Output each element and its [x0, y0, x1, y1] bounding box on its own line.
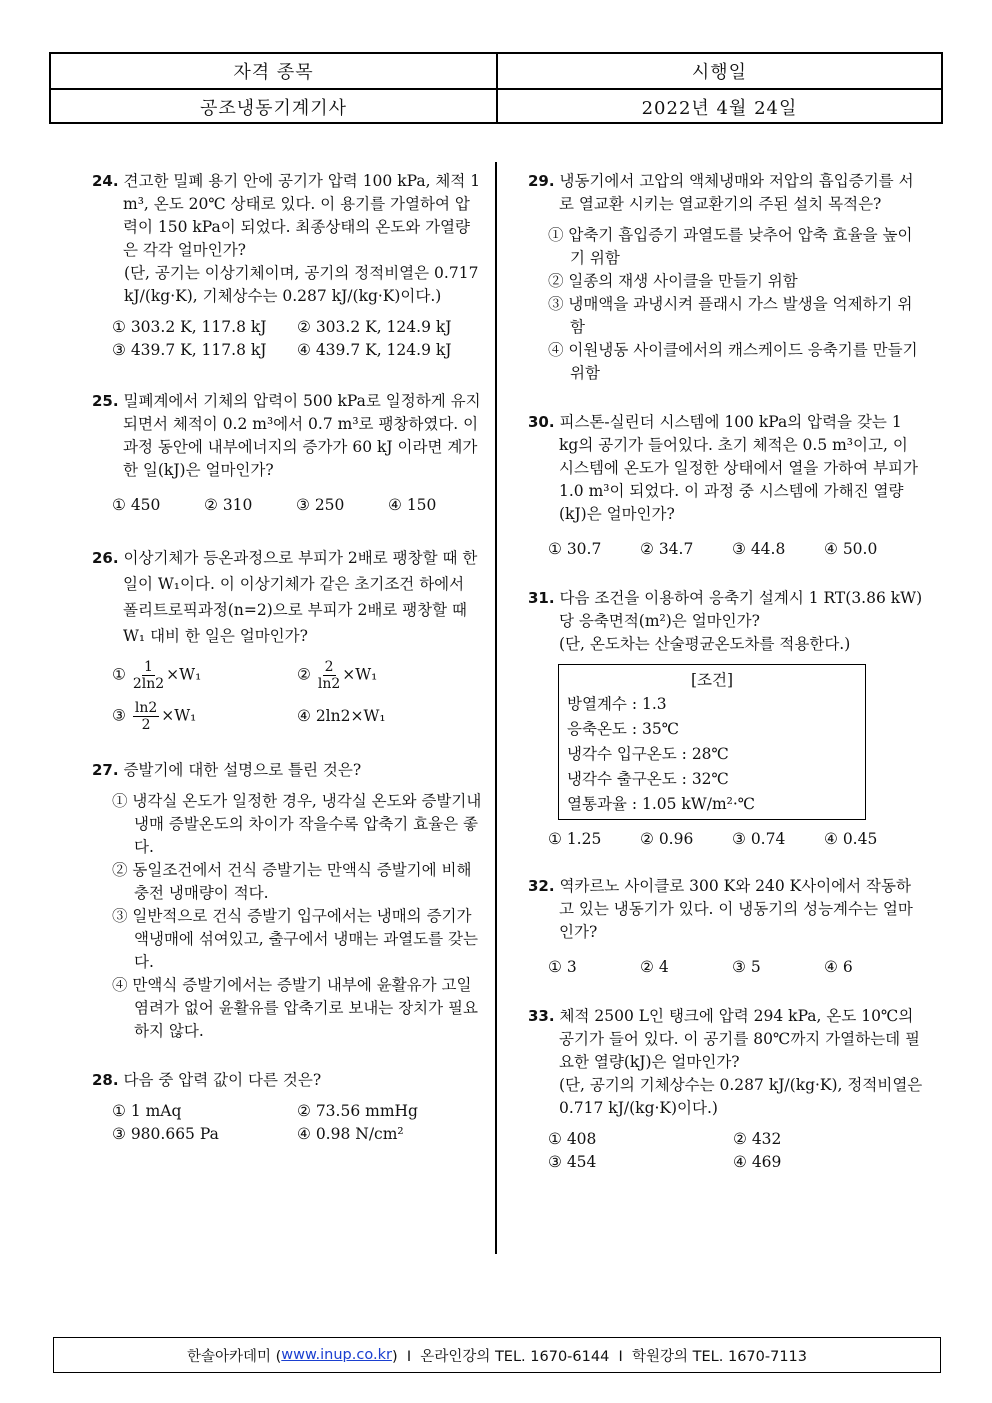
question-number: 32. — [528, 877, 555, 895]
question-stem: 역카르노 사이클로 300 K와 240 K사이에서 작동하고 있는 냉동기가 있다. 이 냉동기의 성능계수는 얼마인가? — [559, 877, 913, 941]
question-number: 27. — [92, 761, 119, 779]
question-27 — [92, 759, 482, 1043]
footer-contact: ) I 온라인강의 TEL. 1670-6144 I 학원강의 TEL. 1670-7113 — [391, 1348, 808, 1365]
header-exam-date: 2022년 4월 24일 — [496, 90, 941, 124]
option-4: ④ 만액식 증발기에서는 증발기 내부에 윤활유가 고일 염려가 없어 윤활유를 압축기로 보내는 장치가 필요하지 않다. — [112, 976, 478, 1040]
question-stem: 밀폐계에서 기체의 압력이 500 kPa로 일정하게 유지되면서 체적이 0.2 m³에서 0.7 m³로 팽창하였다. 이 과정 동안에 내부에너지의 증가가 60 kJ 이라면 계가 한 일(kJ)은 얼마인가? — [123, 392, 481, 479]
option-1: ① 408 — [548, 1130, 597, 1148]
option-3: ③ 439.7 K, 117.8 kJ — [112, 341, 267, 359]
option-3: ③ 냉매액을 과냉시켜 플래시 가스 발생을 억제하기 위함 — [548, 295, 913, 336]
denominator: 2 — [141, 717, 151, 733]
question-note: (단, 온도차는 산술평균온도차를 적용한다.) — [559, 635, 851, 653]
question-stem: 피스톤-실린더 시스템에 100 kPa의 압력을 갖는 1 kg의 공기가 들어있다. 초기 체적은 0.5 m³이고, 이 시스템에 온도가 일정한 상태에서 열을 가하여 부피가 1.0 m³이 되었다. 이 과정 중 시스템에 가해진 열량(kJ)은 얼마인가? — [559, 413, 918, 523]
option-mark: ② — [297, 665, 311, 684]
fraction — [133, 700, 159, 733]
option-4: ④ 50.0 — [824, 540, 878, 558]
question-number: 28. — [92, 1071, 119, 1089]
option-mark: ① — [112, 665, 126, 684]
option-3: ③ 5 — [732, 958, 761, 976]
footer-banner — [53, 1337, 941, 1373]
condition-item: 냉각수 입구온도 : 28℃ — [567, 745, 729, 763]
conditions-title: [조건] — [690, 671, 734, 689]
option-3: ③ 44.8 — [732, 540, 786, 558]
fraction — [133, 659, 164, 692]
denominator: 2ln2 — [132, 676, 165, 692]
question-stem: 냉동기에서 고압의 액체냉매와 저압의 흡입증기를 서로 열교환 시키는 열교환기의 주된 설치 목적은? — [559, 172, 914, 213]
question-32 — [528, 875, 923, 979]
option-2: ② 432 — [733, 1130, 782, 1148]
question-26 — [92, 545, 482, 733]
option-2: ② 동일조건에서 건식 증발기는 만액식 증발기에 비해 충전 냉매량이 적다. — [112, 861, 472, 902]
option-1 — [112, 659, 297, 692]
condition-item: 방열계수 : 1.3 — [567, 695, 667, 713]
question-number: 25. — [92, 392, 119, 410]
option-mark: ③ — [112, 706, 126, 725]
numerator: 1 — [144, 659, 153, 675]
option-4: ④ 0.45 — [824, 830, 878, 848]
option-tail: ×W₁ — [342, 665, 378, 684]
option-4: ④ 469 — [733, 1153, 782, 1171]
question-stem: 증발기에 대한 설명으로 틀린 것은? — [123, 761, 362, 779]
question-33 — [528, 1005, 923, 1174]
question-28 — [92, 1069, 482, 1146]
option-3 — [112, 700, 297, 733]
option-3: ③ 0.74 — [732, 830, 786, 848]
option-3: ③ 일반적으로 건식 증발기 입구에서는 냉매의 증기가 액냉매에 섞여있고, 출구에서 냉매는 과열도를 갖는다. — [112, 907, 478, 971]
option-3: ③ 980.665 Pa — [112, 1125, 219, 1143]
option-3: ③ 250 — [296, 496, 345, 514]
question-stem: 다음 조건을 이용하여 응축기 설계시 1 RT(3.86 kW)당 응축면적(m²)은 얼마인가? — [559, 589, 923, 630]
header-label-subject: 자격 종목 — [233, 62, 314, 83]
option-2: ② 310 — [204, 496, 253, 514]
option-1: ① 냉각실 온도가 일정한 경우, 냉각실 온도와 증발기내 냉매 증발온도의 차이가 작을수록 압축기 효율은 좋다. — [112, 792, 482, 856]
numerator: ln2 — [134, 700, 158, 716]
question-31 — [528, 587, 923, 851]
header-label-date: 시행일 — [496, 54, 941, 88]
option-tail: ×W₁ — [166, 665, 202, 684]
option-2: ② 73.56 mmHg — [297, 1102, 418, 1120]
option-4: ④ 2ln2×W₁ — [297, 707, 386, 725]
question-note: (단, 공기의 기체상수는 0.287 kJ/(kg·K), 정적비열은 0.717 kJ/(kg·K)이다.) — [559, 1076, 923, 1117]
question-stem: 이상기체가 등온과정으로 부피가 2배로 팽창할 때 한 일이 W₁이다. 이 이상기체가 같은 초기조건 하에서 폴리트로픽과정(n=2)으로 부피가 2배로 팽창할 때 W₁ 대비 한 일은 얼마인가? — [123, 549, 478, 645]
question-number: 31. — [528, 589, 555, 607]
option-2 — [297, 659, 487, 692]
option-tail: ×W₁ — [161, 706, 197, 725]
option-1: ① 303.2 K, 117.8 kJ — [112, 318, 267, 336]
question-24 — [92, 170, 482, 362]
condition-item: 응축온도 : 35℃ — [567, 720, 680, 738]
option-4: ④ 이원냉동 사이클에서의 캐스케이드 응축기를 만들기 위함 — [548, 341, 918, 382]
exam-header-table — [49, 52, 943, 124]
option-1: ① 1.25 — [548, 830, 602, 848]
condition-item: 열통과율 : 1.05 kW/m²·℃ — [567, 795, 756, 813]
column-divider — [495, 162, 497, 1254]
right-column — [528, 170, 923, 1174]
question-stem: 체적 2500 L인 탱크에 압력 294 kPa, 온도 10℃의 공기가 들어 있다. 이 공기를 80℃까지 가열하는데 필요한 열량(kJ)은 얼마인가? — [559, 1007, 920, 1071]
option-4: ④ 6 — [824, 958, 853, 976]
header-subject: 공조냉동기계기사 — [199, 98, 348, 119]
fraction — [318, 659, 340, 692]
option-2: ② 0.96 — [640, 830, 694, 848]
numerator: 2 — [324, 659, 334, 675]
option-2: ② 4 — [640, 958, 669, 976]
question-number: 29. — [528, 172, 555, 190]
question-number: 30. — [528, 413, 555, 431]
option-1: ① 압축기 흡입증기 과열도를 낮추어 압축 효율을 높이기 위함 — [548, 226, 913, 267]
question-stem: 다음 중 압력 값이 다른 것은? — [123, 1071, 322, 1089]
question-number: 24. — [92, 172, 119, 190]
option-2: ② 일종의 재생 사이클을 만들기 위함 — [548, 272, 798, 290]
condition-item: 냉각수 출구온도 : 32℃ — [567, 770, 729, 788]
footer-academy: 한솔아카데미 ( — [186, 1348, 282, 1365]
option-1: ① 3 — [548, 958, 577, 976]
question-29 — [528, 170, 923, 385]
option-2: ② 303.2 K, 124.9 kJ — [297, 318, 452, 336]
denominator: ln2 — [317, 676, 341, 692]
question-30 — [528, 411, 923, 561]
option-4: ④ 150 — [388, 496, 437, 514]
question-number: 26. — [92, 549, 119, 567]
question-stem: 견고한 밀폐 용기 안에 공기가 압력 100 kPa, 체적 1 m³, 온도 20℃ 상태로 있다. 이 용기를 가열하여 압력이 150 kPa이 되었다. 최종상태의 온도와 가열량은 각각 얼마인가? — [123, 172, 481, 259]
option-3: ③ 454 — [548, 1153, 597, 1171]
question-note: (단, 공기는 이상기체이며, 공기의 정적비열은 0.717 kJ/(kg·K), 기체상수는 0.287 kJ/(kg·K)이다.) — [124, 264, 479, 305]
option-4: ④ 0.98 N/cm² — [297, 1125, 404, 1143]
option-2: ② 34.7 — [640, 540, 694, 558]
option-1: ① 30.7 — [548, 540, 602, 558]
option-4: ④ 439.7 K, 124.9 kJ — [297, 341, 452, 359]
option-1: ① 450 — [112, 496, 161, 514]
question-number: 33. — [528, 1007, 555, 1025]
left-column — [92, 170, 482, 1146]
footer-website-link[interactable]: www.inup.co.kr — [281, 1347, 392, 1363]
question-25 — [92, 390, 482, 517]
option-1: ① 1 mAq — [112, 1102, 182, 1120]
conditions-box — [558, 664, 866, 820]
